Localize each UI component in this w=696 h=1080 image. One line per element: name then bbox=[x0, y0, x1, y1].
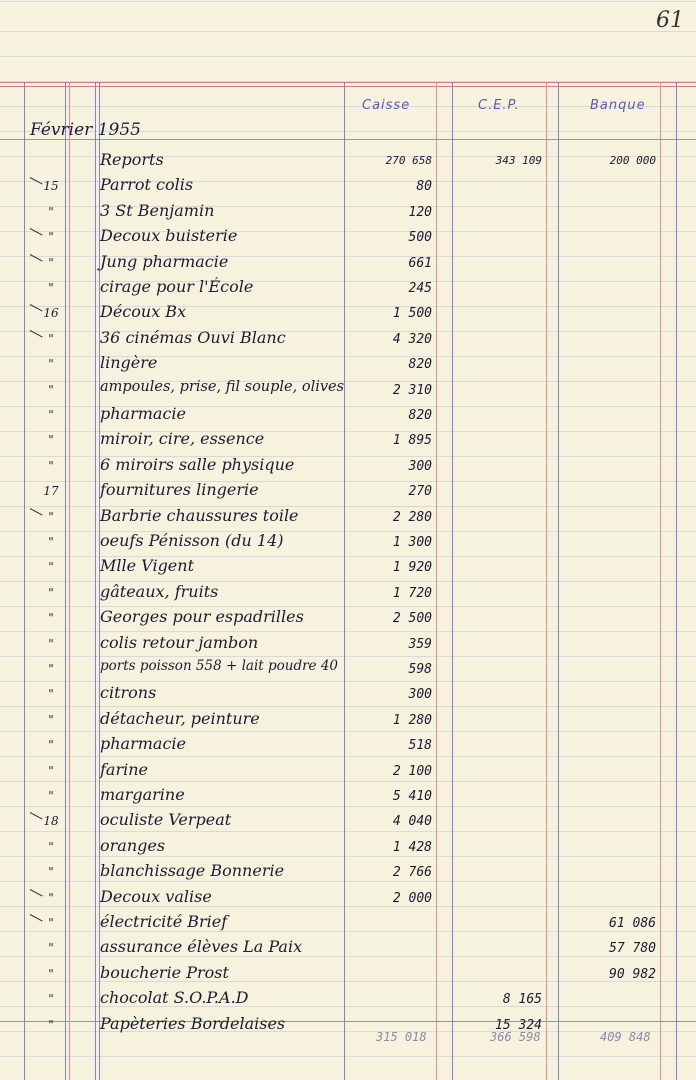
ledger-row bbox=[0, 478, 696, 503]
entry-description: Parrot colis bbox=[100, 175, 194, 195]
entry-caisse: 1 500 bbox=[392, 306, 432, 322]
entry-caisse: 2 280 bbox=[392, 509, 432, 525]
ledger-row bbox=[0, 300, 696, 325]
ledger-row bbox=[0, 961, 696, 986]
entry-description: boucherie Prost bbox=[100, 962, 229, 982]
entry-description: blanchissage Bonnerie bbox=[100, 861, 285, 881]
entry-cep: 8 165 bbox=[502, 992, 542, 1008]
entry-description: margarine bbox=[100, 785, 185, 804]
ledger-row bbox=[0, 1012, 696, 1037]
entry-caisse: 2 500 bbox=[392, 611, 432, 627]
entry-caisse: 300 bbox=[408, 458, 432, 474]
entry-description: 36 cinémas Ouvi Blanc bbox=[100, 327, 286, 347]
entry-description: 3 St Benjamin bbox=[100, 200, 215, 220]
ledger-row bbox=[0, 859, 696, 884]
entry-description: miroir, cire, essence bbox=[100, 429, 265, 449]
entry-banque: 200 000 bbox=[609, 154, 656, 167]
entry-description: Découx Bx bbox=[100, 302, 187, 322]
ledger-row bbox=[0, 707, 696, 732]
entry-caisse: 80 bbox=[416, 179, 432, 195]
entry-day: " bbox=[48, 458, 54, 473]
entry-description: ports poisson 558 + lait poudre 40 bbox=[100, 658, 339, 674]
entry-caisse: 661 bbox=[408, 255, 432, 271]
entry-caisse: 4 040 bbox=[392, 814, 432, 830]
ledger-row bbox=[0, 758, 696, 783]
entry-day: " bbox=[48, 1017, 54, 1032]
entry-day: 16 bbox=[43, 306, 59, 321]
total-cep: 366 598 bbox=[490, 1030, 541, 1044]
entry-day: " bbox=[48, 281, 54, 295]
entry-caisse: 598 bbox=[408, 662, 432, 677]
entry-day: " bbox=[48, 941, 54, 956]
header-cep: C.E.P. bbox=[478, 98, 520, 113]
entry-description: assurance élèves La Paix bbox=[100, 937, 303, 957]
entry-description: chocolat S.O.P.A.D bbox=[100, 988, 249, 1008]
entry-description: colis retour jambon bbox=[100, 632, 259, 652]
entry-caisse: 1 300 bbox=[392, 535, 432, 550]
entry-caisse: 500 bbox=[408, 230, 432, 246]
entry-day: " bbox=[48, 535, 54, 549]
entry-description: cirage pour l'École bbox=[100, 277, 254, 296]
top-rule bbox=[0, 82, 696, 83]
ledger-row bbox=[0, 834, 696, 859]
entry-day: " bbox=[48, 865, 54, 880]
entry-day: 18 bbox=[43, 814, 59, 829]
header-caisse: Caisse bbox=[362, 98, 411, 113]
ledger-row bbox=[0, 250, 696, 275]
entry-banque: 61 086 bbox=[609, 916, 656, 931]
ledger-row bbox=[0, 910, 696, 935]
ledger-row bbox=[0, 199, 696, 224]
ledger-row bbox=[0, 580, 696, 605]
ledger-row bbox=[0, 275, 696, 300]
entry-day: " bbox=[48, 636, 54, 651]
ledger-row bbox=[0, 453, 696, 478]
entry-cep: 15 324 bbox=[495, 1017, 542, 1033]
entry-caisse: 270 658 bbox=[385, 154, 432, 167]
entry-caisse: 820 bbox=[408, 408, 432, 423]
entry-description: farine bbox=[100, 759, 148, 779]
month-label: Février 1955 bbox=[30, 120, 141, 140]
entry-caisse: 270 bbox=[408, 484, 432, 500]
entry-banque: 90 982 bbox=[609, 966, 656, 982]
entry-description: oculiste Verpeat bbox=[100, 810, 232, 830]
ledger-row bbox=[0, 351, 696, 376]
page-number: 61 bbox=[656, 8, 684, 33]
entry-caisse: 300 bbox=[408, 687, 432, 703]
entry-day: 15 bbox=[43, 179, 59, 194]
ledger-row bbox=[0, 326, 696, 351]
entry-caisse: 1 720 bbox=[392, 585, 432, 601]
ledger-row bbox=[0, 605, 696, 630]
entry-description: Papèteries Bordelaises bbox=[100, 1013, 286, 1033]
entry-description: fournitures lingerie bbox=[100, 480, 259, 500]
total-banque: 409 848 bbox=[600, 1030, 651, 1044]
entry-description: citrons bbox=[100, 683, 157, 703]
entry-day: 17 bbox=[43, 484, 59, 499]
entry-caisse: 120 bbox=[408, 204, 432, 220]
entry-day: " bbox=[48, 331, 54, 346]
ledger-row bbox=[0, 986, 696, 1011]
entry-description: Georges pour espadrilles bbox=[100, 607, 304, 627]
entry-caisse: 1 280 bbox=[392, 712, 432, 728]
entry-banque: 57 780 bbox=[609, 941, 656, 957]
ledger-row bbox=[0, 224, 696, 249]
entry-day: " bbox=[48, 585, 54, 600]
ledger-row bbox=[0, 656, 696, 681]
entry-description: Reports bbox=[100, 150, 164, 169]
entry-description: pharmacie bbox=[100, 404, 186, 423]
entry-day: " bbox=[48, 382, 54, 397]
entry-caisse: 359 bbox=[408, 636, 432, 652]
entry-description: Decoux buisterie bbox=[100, 226, 238, 246]
entry-day: " bbox=[48, 611, 54, 626]
entry-caisse: 2 766 bbox=[392, 865, 432, 881]
total-caisse: 315 018 bbox=[376, 1030, 427, 1044]
entry-description: ampoules, prise, fil souple, olives bbox=[100, 378, 345, 395]
entry-day: " bbox=[48, 763, 54, 778]
ledger-row bbox=[0, 885, 696, 910]
entry-day: " bbox=[48, 966, 54, 981]
entry-day: " bbox=[48, 230, 54, 245]
ledger-row bbox=[0, 377, 696, 402]
entry-description: lingère bbox=[100, 353, 158, 373]
entry-caisse: 820 bbox=[408, 357, 432, 373]
entry-description: électricité Brief bbox=[100, 912, 228, 931]
entry-caisse: 4 320 bbox=[392, 331, 432, 347]
entry-day: " bbox=[48, 357, 54, 372]
ledger-row bbox=[0, 529, 696, 554]
ledger-row bbox=[0, 681, 696, 706]
ledger-row bbox=[0, 783, 696, 808]
entry-caisse: 518 bbox=[408, 738, 432, 754]
ledger-row bbox=[0, 631, 696, 656]
entry-caisse: 2 000 bbox=[392, 890, 432, 906]
entry-day: " bbox=[48, 509, 54, 524]
top-rule-double bbox=[0, 86, 696, 87]
header-banque: Banque bbox=[590, 98, 646, 113]
entry-caisse: 1 920 bbox=[392, 560, 432, 576]
entry-caisse: 2 100 bbox=[392, 763, 432, 779]
entry-day: " bbox=[48, 839, 54, 854]
ledger-row bbox=[0, 732, 696, 757]
ledger-row bbox=[0, 935, 696, 960]
entry-description: oranges bbox=[100, 835, 166, 855]
entry-day: " bbox=[48, 738, 54, 753]
entry-day: " bbox=[48, 687, 54, 702]
entry-day: " bbox=[48, 712, 54, 727]
entry-description: Decoux valise bbox=[100, 886, 212, 906]
entry-caisse: 5 410 bbox=[392, 789, 432, 804]
entry-description: Jung pharmacie bbox=[100, 251, 229, 271]
ledger-row bbox=[0, 402, 696, 427]
entry-day: " bbox=[48, 916, 54, 930]
entry-day: " bbox=[48, 204, 54, 219]
entry-description: 6 miroirs salle physique bbox=[100, 454, 295, 474]
ledger-row bbox=[0, 148, 696, 173]
entry-cep: 343 109 bbox=[495, 154, 542, 167]
entry-day: " bbox=[48, 408, 54, 422]
entry-description: Barbrie chaussures toile bbox=[100, 505, 299, 525]
ledger-row bbox=[0, 554, 696, 579]
entry-description: pharmacie bbox=[100, 734, 186, 754]
entry-description: oeufs Pénisson (du 14) bbox=[100, 531, 284, 550]
entry-day: " bbox=[48, 255, 54, 270]
entry-caisse: 1 428 bbox=[392, 839, 432, 855]
ledger-row bbox=[0, 173, 696, 198]
ledger-row bbox=[0, 504, 696, 529]
entry-description: Mlle Vigent bbox=[100, 556, 195, 576]
entry-day: " bbox=[48, 560, 54, 575]
entry-caisse: 1 895 bbox=[392, 433, 432, 449]
entry-description: détacheur, peinture bbox=[100, 708, 260, 728]
entry-day: " bbox=[48, 662, 54, 676]
entry-description: gâteaux, fruits bbox=[100, 581, 219, 601]
ledger-row bbox=[0, 427, 696, 452]
ledger-row bbox=[0, 808, 696, 833]
entry-day: " bbox=[48, 890, 54, 905]
entry-caisse: 245 bbox=[408, 281, 432, 296]
entry-day: " bbox=[48, 992, 54, 1007]
entry-day: " bbox=[48, 433, 54, 448]
entry-day: " bbox=[48, 789, 54, 803]
entry-caisse: 2 310 bbox=[392, 382, 432, 398]
